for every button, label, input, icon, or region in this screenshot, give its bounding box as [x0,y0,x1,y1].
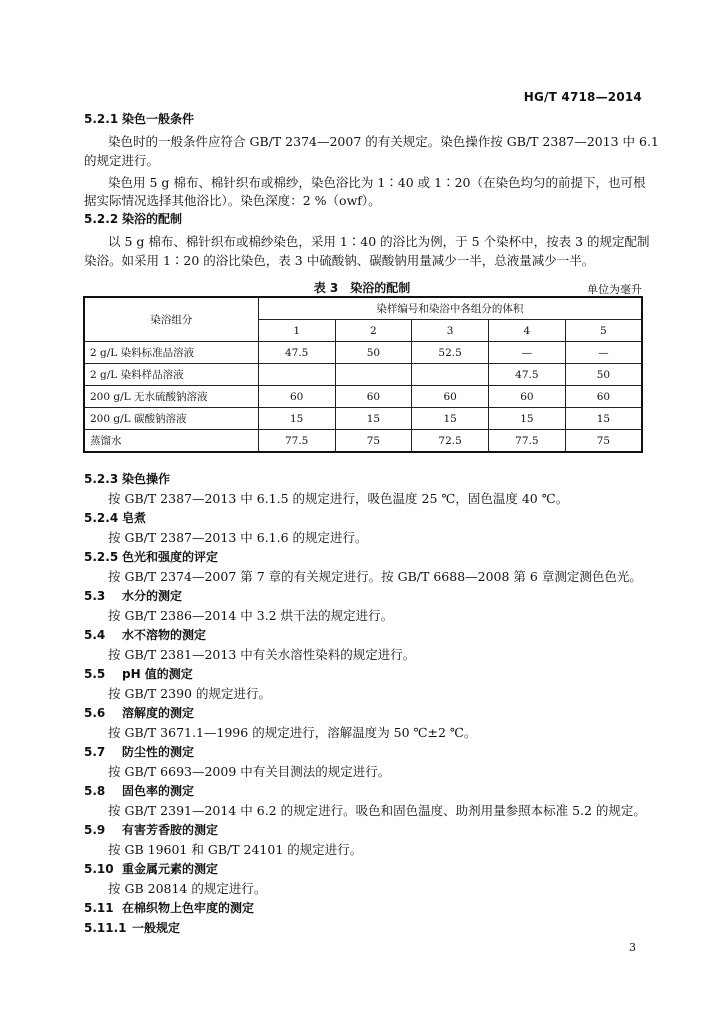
table-caption: 表 3 染浴的配制 [313,281,411,295]
sample-number: 5 [565,320,642,342]
row-label: 2 g/L 染料样品溶液 [84,364,258,386]
paragraph-line: 按 GB/T 2386—2014 中 3.2 烘干法的规定进行。 [108,608,394,623]
section-number: 5.10 [84,862,114,876]
section-title: 溶解度的测定 [122,706,195,720]
table-cell: 50 [335,342,412,364]
paragraph-line: 按 GB/T 2374—2007 第 7 章的有关规定进行。按 GB/T 6688—2008 第 6 章测定测色色光。 [108,569,642,584]
section-number: 5.6 [84,706,106,720]
section-heading-5-5 [84,666,193,682]
paragraph-line: 按 GB/T 2387—2013 中 6.1.6 的规定进行。 [108,530,368,545]
section-number: 5.2.3 [84,472,119,486]
paragraph-line: 据实际情况选择其他浴比）。染色深度：2 %（owf）。 [84,193,381,208]
section-number: 5.2.4 [84,511,119,525]
section-number: 5.11 [84,901,114,915]
section-title: 水不溶物的测定 [122,628,207,642]
section-number: 5.11.1 [84,921,127,935]
section-number: 5.3 [84,589,106,603]
section-heading-5-3 [84,588,182,604]
table-cell: 60 [335,386,412,408]
table-cell: 75 [565,430,642,453]
section-title: pH 值的测定 [122,667,193,681]
section-heading-5-7 [84,744,194,760]
section-heading-5-2-2 [84,211,182,227]
sample-number: 3 [412,320,489,342]
table-cell: 47.5 [489,364,566,386]
paragraph-line: 按 GB/T 2391—2014 中 6.2 的规定进行。吸色和固色温度、助剂用量参照本标准 5.2 的规定。 [108,803,646,818]
section-title: 染浴的配制 [122,212,183,226]
section-number: 5.5 [84,667,106,681]
sample-number: 1 [258,320,335,342]
table-cell: 15 [412,408,489,430]
table-cell: 15 [489,408,566,430]
table-cell: 60 [565,386,642,408]
paragraph-line: 按 GB/T 2390 的规定进行。 [108,686,271,701]
paragraph-line: 按 GB 20814 的规定进行。 [108,881,267,896]
table-cell: 47.5 [258,342,335,364]
paragraph-line: 按 GB 19601 和 GB/T 24101 的规定进行。 [108,842,363,857]
section-number: 5.2.5 [84,550,119,564]
standard-code-header: HG/T 4718—2014 [523,90,642,104]
table-cell: 72.5 [412,430,489,453]
table-cell: 15 [565,408,642,430]
table-cell [258,364,335,386]
volume-group-header: 染样编号和染浴中各组分的体积 [258,297,642,320]
section-heading-5-10 [84,861,218,877]
section-heading-5-8 [84,783,194,799]
table-cell: 75 [335,430,412,453]
table-unit: 单位为毫升 [587,283,642,296]
section-number: 5.2.2 [84,212,119,226]
section-number: 5.4 [84,628,106,642]
section-title: 皂煮 [122,511,147,525]
paragraph-line: 染色时的一般条件应符合 GB/T 2374—2007 的有关规定。染色操作按 GB/T 2387—2013 中 6.1 [108,134,659,149]
sample-number: 2 [335,320,412,342]
section-title: 一般规定 [132,921,181,935]
section-title: 重金属元素的测定 [122,862,219,876]
section-title: 固色率的测定 [122,784,195,798]
section-heading-5-2-5 [84,549,218,565]
table-cell [335,364,412,386]
table-cell: 77.5 [489,430,566,453]
dye-bath-table [83,296,643,453]
section-title: 染色一般条件 [122,112,195,126]
section-heading-5-11 [84,900,254,916]
section-heading-5-2-4 [84,510,146,526]
table-cell: 60 [489,386,566,408]
paragraph-line: 的规定进行。 [84,153,160,168]
row-label: 蒸馏水 [84,430,258,453]
table-row [84,342,642,364]
table-row [84,408,642,430]
paragraph-line: 染浴。如采用 1∶20 的浴比染色，表 3 中硫酸钠、碳酸钠用量减少一半，总液量减少一半。 [84,253,595,268]
section-heading-5-9 [84,822,218,838]
section-title: 有害芳香胺的测定 [122,823,219,837]
table-cell: 15 [258,408,335,430]
sample-number: 4 [489,320,566,342]
section-number: 5.9 [84,823,106,837]
paragraph-line: 按 GB/T 3671.1—1996 的规定进行，溶解温度为 50 ℃±2 ℃。 [108,725,477,740]
table-cell: 60 [412,386,489,408]
table-cell: 52.5 [412,342,489,364]
section-heading-5-11-1 [84,920,180,936]
row-label: 200 g/L 碳酸钠溶液 [84,408,258,430]
paragraph-line: 染色用 5 g 棉布、棉针织布或棉纱，染色浴比为 1∶40 或 1∶20（在染色均匀的前提下，也可根 [108,175,646,190]
section-title: 色光和强度的评定 [122,550,219,564]
section-title: 在棉织物上色牢度的测定 [122,901,255,915]
paragraph-line: 按 GB/T 2387—2013 中 6.1.5 的规定进行，吸色温度 25 ℃，固色温度 40 ℃。 [108,491,569,506]
section-heading-5-6 [84,705,194,721]
table-cell: 50 [565,364,642,386]
section-title: 水分的测定 [122,589,183,603]
section-number: 5.7 [84,745,106,759]
paragraph-line: 按 GB/T 6693—2009 中有关目测法的规定进行。 [108,764,391,779]
table-header-row [84,297,642,320]
table-cell: 77.5 [258,430,335,453]
page-number: 3 [629,941,636,954]
table-row [84,386,642,408]
table-cell: 60 [258,386,335,408]
table-cell: — [489,342,566,364]
section-heading-5-4 [84,627,206,643]
table-cell [412,364,489,386]
section-title: 防尘性的测定 [122,745,195,759]
component-column-header: 染浴组分 [84,297,258,342]
paragraph-line: 按 GB/T 2381—2013 中有关水溶性染料的规定进行。 [108,647,416,662]
row-label: 2 g/L 染料标准品溶液 [84,342,258,364]
table-row [84,364,642,386]
section-number: 5.2.1 [84,112,119,126]
section-number: 5.8 [84,784,106,798]
table-cell: — [565,342,642,364]
table-row [84,430,642,453]
section-heading-5-2-3 [84,471,170,487]
section-heading-5-2-1 [84,111,194,127]
table-cell: 15 [335,408,412,430]
row-label: 200 g/L 无水硫酸钠溶液 [84,386,258,408]
paragraph-line: 以 5 g 棉布、棉针织布或棉纱染色，采用 1∶40 的浴比为例，于 5 个染杯中，按表 3 的规定配制 [108,234,650,249]
section-title: 染色操作 [122,472,171,486]
